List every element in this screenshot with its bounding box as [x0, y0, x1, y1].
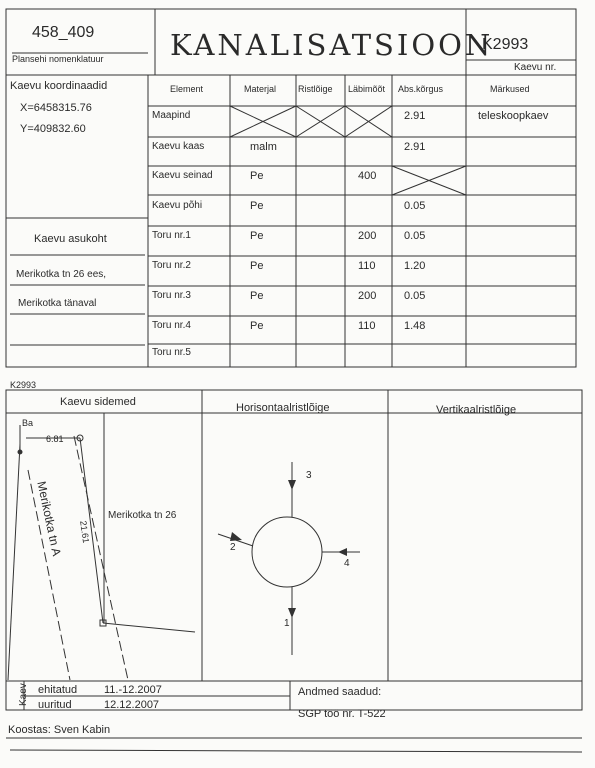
- coordinates-label: Kaevu koordinaadid: [10, 80, 108, 92]
- table-cell-material: Pe: [250, 290, 264, 302]
- surveyed-label: uuritud: [38, 699, 72, 711]
- vertical-section-label: Vertikaalristlõige: [436, 404, 517, 416]
- table-header-note: Märkused: [490, 84, 530, 94]
- tie-distance-a: 6.81: [46, 434, 64, 444]
- location-label: Kaevu asukoht: [34, 233, 107, 245]
- table-cell-height: 0.05: [404, 230, 426, 242]
- page-title: KANALISATSIOON: [170, 28, 494, 62]
- pipe-label-1: 1: [284, 618, 290, 629]
- table-header-diameter: Läbimõõt: [348, 84, 386, 94]
- table-cell-material: Pe: [250, 230, 264, 242]
- table-cell-element: Toru nr.3: [152, 290, 191, 301]
- table-cell-diameter: 400: [358, 170, 377, 182]
- table-cell-material: malm: [250, 141, 277, 153]
- horizontal-section-label: Horisontaalristlõige: [236, 402, 330, 414]
- lower-ref: K2993: [10, 380, 37, 390]
- table-cell-height: 0.05: [404, 290, 426, 302]
- pipe-label-3: 3: [306, 470, 312, 481]
- table-cell-element: Toru nr.2: [152, 260, 191, 271]
- table-cell-element: Kaevu seinad: [152, 170, 213, 181]
- location-line-2: Merikotka tänaval: [18, 298, 97, 309]
- ties-label: Kaevu sidemed: [60, 396, 136, 408]
- coordinate-x: X=6458315.76: [20, 102, 92, 114]
- street-name: Merikotka tn A: [34, 480, 64, 558]
- table-cell-element: Toru nr.1: [152, 230, 191, 241]
- well-nr-label: Kaevu nr.: [514, 62, 557, 73]
- table-cell-material: Pe: [250, 170, 264, 182]
- table-cell-element: Kaevu põhi: [152, 200, 203, 211]
- table-header-element: Element: [170, 84, 204, 94]
- table-cell-height: 1.20: [404, 260, 426, 272]
- table-cell-diameter: 110: [358, 320, 376, 332]
- table-cell-element: Kaevu kaas: [152, 141, 205, 152]
- surveyed-date: 12.12.2007: [104, 699, 160, 711]
- pipe-label-2: 2: [230, 542, 236, 553]
- coordinate-y: Y=409832.60: [20, 123, 86, 135]
- table-header-material: Materjal: [244, 84, 277, 94]
- table-cell-diameter: 200: [358, 230, 377, 242]
- table-cell-element: Maapind: [152, 110, 191, 121]
- built-label: ehitatud: [38, 684, 78, 696]
- table-cell-height: 0.05: [404, 200, 426, 212]
- building-address: Merikotka tn 26: [108, 510, 177, 521]
- well-id: K2993: [482, 36, 529, 53]
- table-cell-material: Pe: [250, 320, 264, 332]
- author: Koostas: Sven Kabin: [8, 724, 111, 736]
- sketch-marker-label: Ba: [22, 418, 34, 428]
- table-cell-note: teleskoopkaev: [478, 110, 549, 122]
- nomenclature-code: 458_409: [32, 24, 95, 41]
- table-cell-height: 2.91: [404, 141, 426, 153]
- source-label: Andmed saadud:: [298, 686, 382, 698]
- footer-side-label: Kaev: [18, 683, 29, 706]
- table-cell-height: 2.91: [404, 110, 426, 122]
- location-line-1: Merikotka tn 26 ees,: [16, 269, 107, 280]
- built-date: 11.-12.2007: [104, 684, 162, 696]
- pipe-label-4: 4: [344, 558, 350, 569]
- table-cell-element: Toru nr.5: [152, 347, 191, 358]
- table-cell-diameter: 200: [358, 290, 377, 302]
- table-cell-diameter: 110: [358, 260, 376, 272]
- source-value: SGP töö nr. T-522: [298, 708, 386, 720]
- tie-distance-b: 21.61: [78, 520, 92, 544]
- table-header-section: Ristlõige: [298, 84, 333, 94]
- table-cell-material: Pe: [250, 260, 264, 272]
- table-cell-material: Pe: [250, 200, 264, 212]
- table-cell-height: 1.48: [404, 320, 426, 332]
- table-cell-element: Toru nr.4: [152, 320, 191, 331]
- table-header-height: Abs.kõrgus: [398, 84, 444, 94]
- nomenclature-label: Plansehi nomenklatuur: [12, 54, 104, 64]
